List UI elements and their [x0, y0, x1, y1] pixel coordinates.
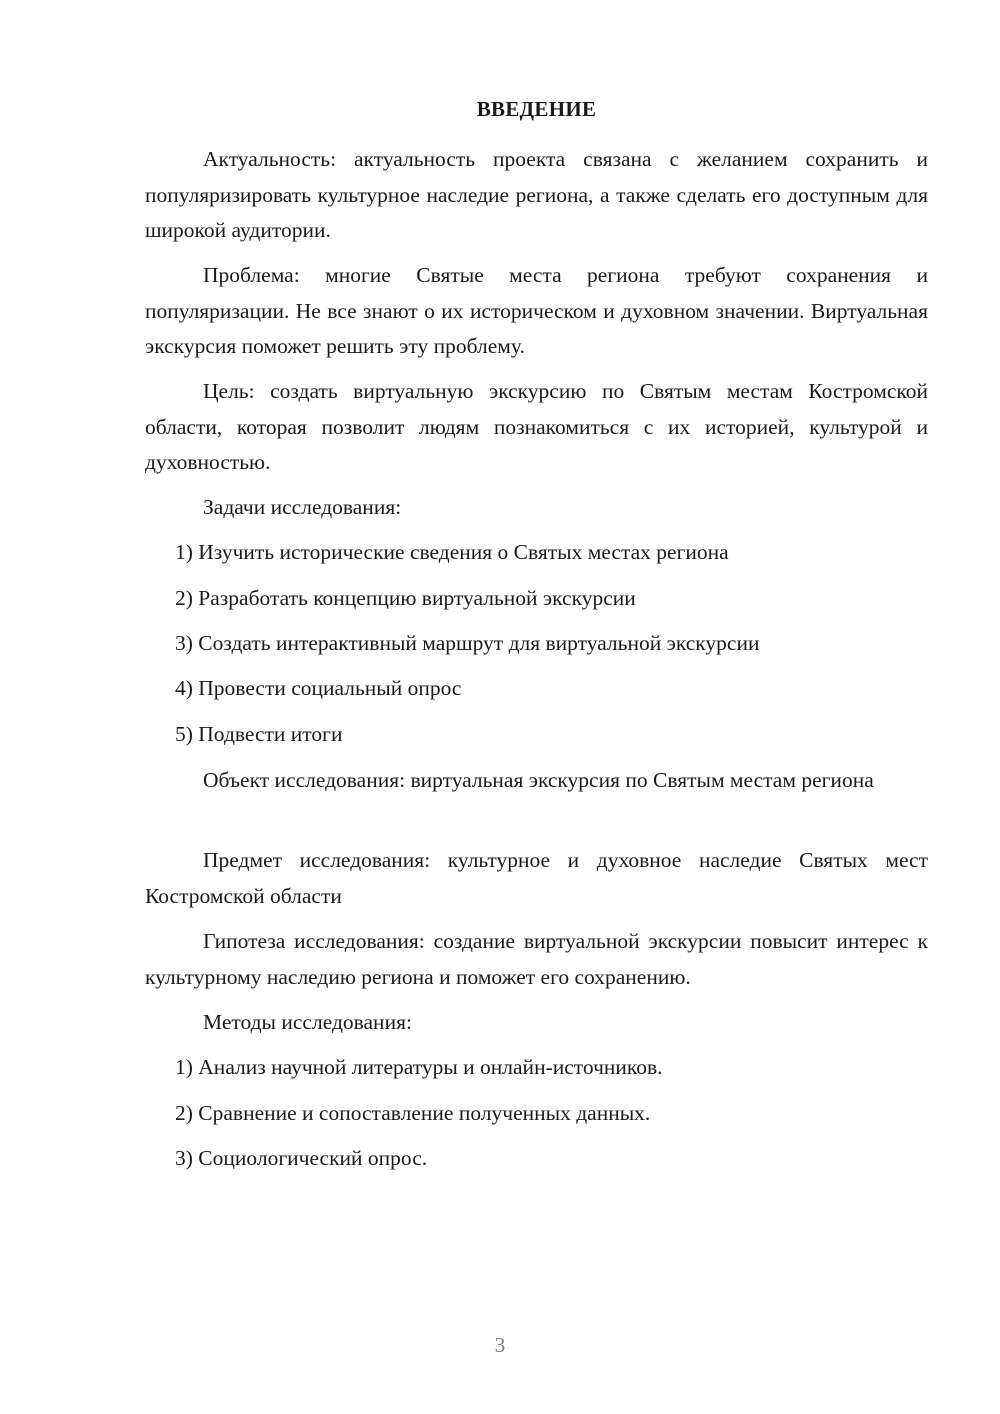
task-item: 2) Разработать концепцию виртуальной экскурсии	[175, 586, 636, 610]
task-item: 4) Провести социальный опрос	[175, 676, 462, 700]
goal-paragraph: Цель: создать виртуальную экскурсию по Святым местам Костромской области, которая позволит людям познакомиться с их историей, культурой и духовностью.	[145, 379, 928, 474]
method-item: 1) Анализ научной литературы и онлайн-источников.	[175, 1055, 663, 1079]
section-title: ВВЕДЕНИЕ	[476, 97, 597, 121]
task-item: 1) Изучить исторические сведения о Святых местах региона	[175, 540, 729, 564]
relevance-paragraph: Актуальность: актуальность проекта связана с желанием сохранить и популяризировать культурное наследие региона, а также сделать его доступным для широкой аудитории.	[145, 147, 928, 242]
methods-label: Методы исследования:	[203, 1010, 412, 1034]
task-item: 3) Создать интерактивный маршрут для виртуальной экскурсии	[175, 631, 760, 655]
method-item: 2) Сравнение и сопоставление полученных данных.	[175, 1101, 651, 1125]
problem-paragraph: Проблема: многие Святые места региона требуют сохранения и популяризации. Не все знают о их историческом и духовном значении. Виртуальная экскурсия поможет решить эту проблему.	[145, 263, 928, 358]
task-item: 5) Подвести итоги	[175, 722, 343, 746]
hypothesis-paragraph: Гипотеза исследования: создание виртуальной экскурсии повысит интерес к культурному наследию региона и поможет его сохранению.	[145, 929, 928, 989]
tasks-label: Задачи исследования:	[203, 495, 402, 519]
subject-paragraph: Предмет исследования: культурное и духовное наследие Святых мест Костромской области	[145, 848, 928, 908]
method-item: 3) Социологический опрос.	[175, 1146, 428, 1170]
object-paragraph: Объект исследования: виртуальная экскурсия по Святым местам региона	[203, 768, 874, 792]
page-number: 3	[494, 1333, 506, 1357]
